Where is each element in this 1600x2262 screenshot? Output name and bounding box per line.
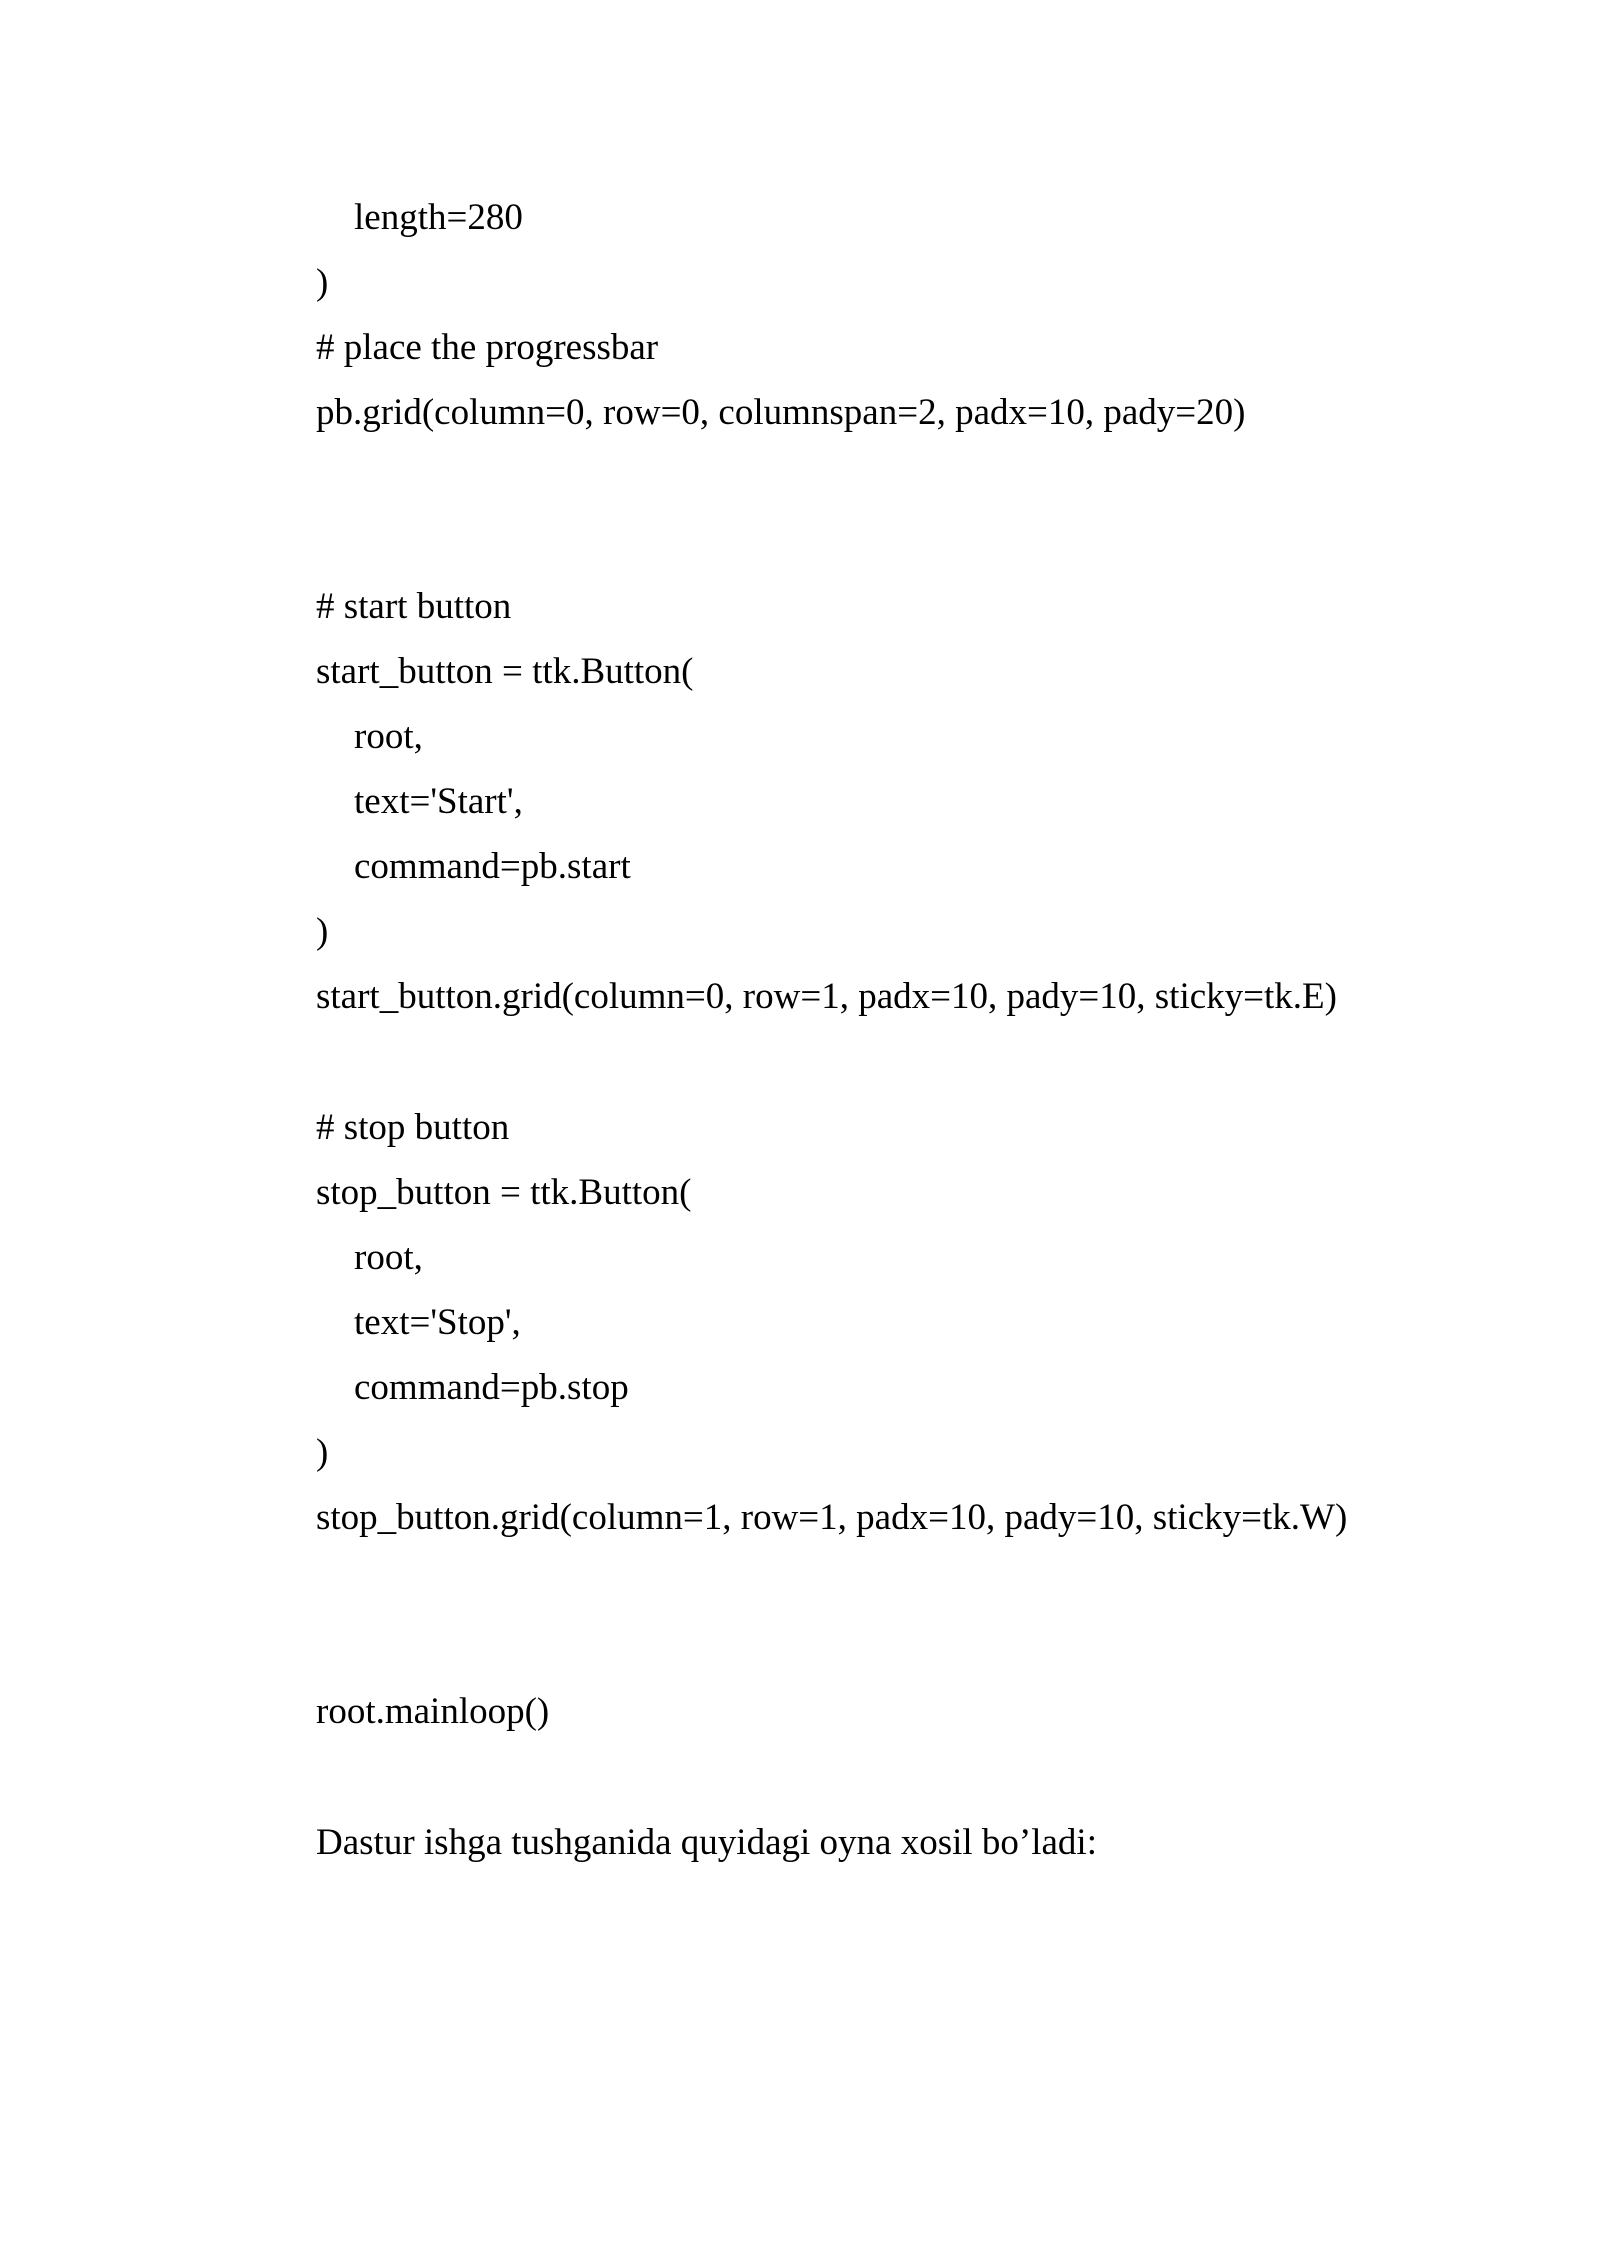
code-line-start-text: text='Start',: [354, 781, 523, 822]
code-line-stop-button-grid: stop_button.grid(column=1, row=1, padx=10, pady=10, sticky=tk.W): [316, 1497, 1348, 1538]
code-comment-stop-button: # stop button: [316, 1107, 510, 1148]
code-line-length: length=280: [354, 197, 523, 238]
code-line-start-button-def: start_button = ttk.Button(: [316, 651, 694, 692]
code-comment-place-progressbar: # place the progressbar: [316, 327, 659, 368]
code-line-close-paren: ): [316, 262, 329, 303]
code-line-pb-grid: pb.grid(column=0, row=0, columnspan=2, padx=10, pady=20): [316, 392, 1246, 433]
code-line-start-close-paren: ): [316, 911, 329, 952]
code-line-stop-command: command=pb.stop: [354, 1367, 629, 1408]
code-line-stop-text: text='Stop',: [354, 1302, 521, 1343]
code-comment-start-button: # start button: [316, 586, 512, 627]
code-line-stop-button-def: stop_button = ttk.Button(: [316, 1172, 692, 1213]
code-line-start-command: command=pb.start: [354, 846, 631, 887]
code-line-mainloop: root.mainloop(): [316, 1691, 550, 1732]
caption-text: Dastur ishga tushganida quyidagi oyna xosil bo’ladi:: [316, 1822, 1097, 1863]
code-line-start-button-grid: start_button.grid(column=0, row=1, padx=10, pady=10, sticky=tk.E): [316, 976, 1337, 1017]
code-line-stop-root: root,: [354, 1237, 423, 1278]
code-line-stop-close-paren: ): [316, 1432, 329, 1473]
code-line-start-root: root,: [354, 716, 423, 757]
